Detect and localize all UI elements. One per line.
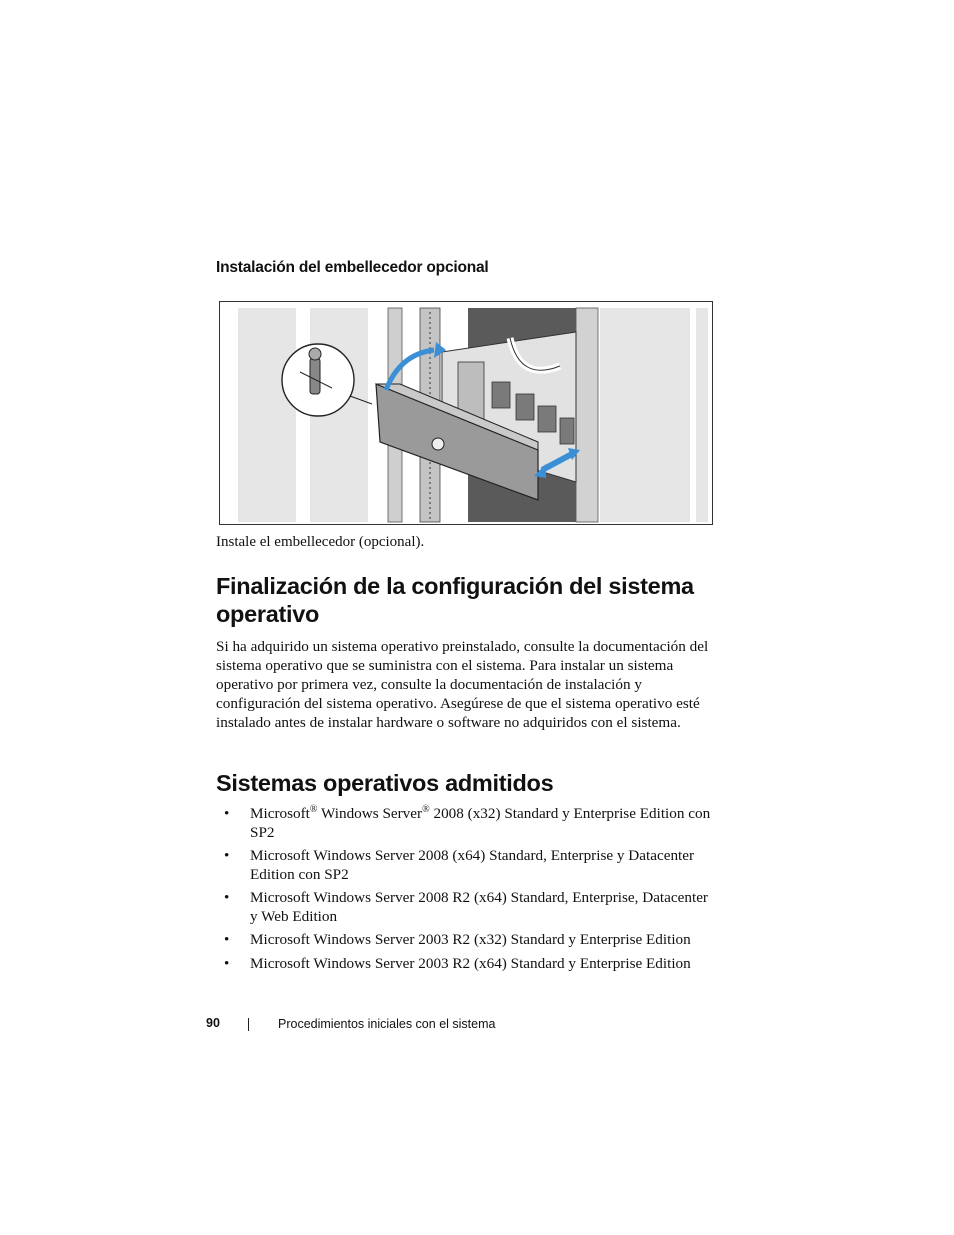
bullet-icon: • (224, 805, 230, 822)
list-item: • Microsoft Windows Server 2003 R2 (x64) Standard y Enterprise Edition (224, 954, 691, 972)
bezel-lock (432, 438, 444, 450)
bullet-icon: • (224, 847, 230, 864)
section-title-supported-os: Sistemas operativos admitidos (216, 770, 554, 796)
bullet-icon: • (224, 954, 230, 972)
key-icon (310, 358, 320, 394)
bullet-icon: • (224, 931, 230, 948)
rack-panel-left (238, 308, 296, 522)
list-item: • Microsoft® Windows Server® 2008 (x32) Standard y Enterprise Edition con SP2 (224, 804, 711, 841)
bullet-icon: • (224, 889, 230, 906)
os-setup-paragraph: Si ha adquirido un sistema operativo preinstalado, consulte la documentación del sistema operativo que se suministra con el sistema. Para instalar un sistema operativo por primera vez, consulte la documentación de instalación y configuración del sistema operativo. Asegúrese de que el sistema operativo esté instalado antes de instalar hardware o software no adquiridos con el sistema. (216, 638, 709, 731)
bezel-illustration (220, 302, 712, 524)
footer-divider (248, 1018, 249, 1031)
bezel-installation-figure (219, 301, 713, 525)
rack-panel-right (600, 308, 690, 522)
list-item: • Microsoft Windows Server 2008 (x64) Standard, Enterprise y Datacenter Edition con SP2 (224, 847, 695, 883)
section-title-os-setup: Finalización de la configuración del sistema operativo (216, 573, 694, 627)
page-number: 90 (206, 1016, 220, 1030)
footer-title: Procedimientos iniciales con el sistema (278, 1017, 496, 1031)
list-item: • Microsoft Windows Server 2003 R2 (x32) Standard y Enterprise Edition (224, 931, 691, 948)
subsection-title: Instalación del embellecedor opcional (216, 259, 489, 276)
figure-caption: Instale el embellecedor (opcional). (216, 534, 425, 550)
list-item: • Microsoft Windows Server 2008 R2 (x64) Standard, Enterprise, Datacenter y Web Edition (224, 889, 708, 925)
supported-os-list (216, 805, 716, 978)
